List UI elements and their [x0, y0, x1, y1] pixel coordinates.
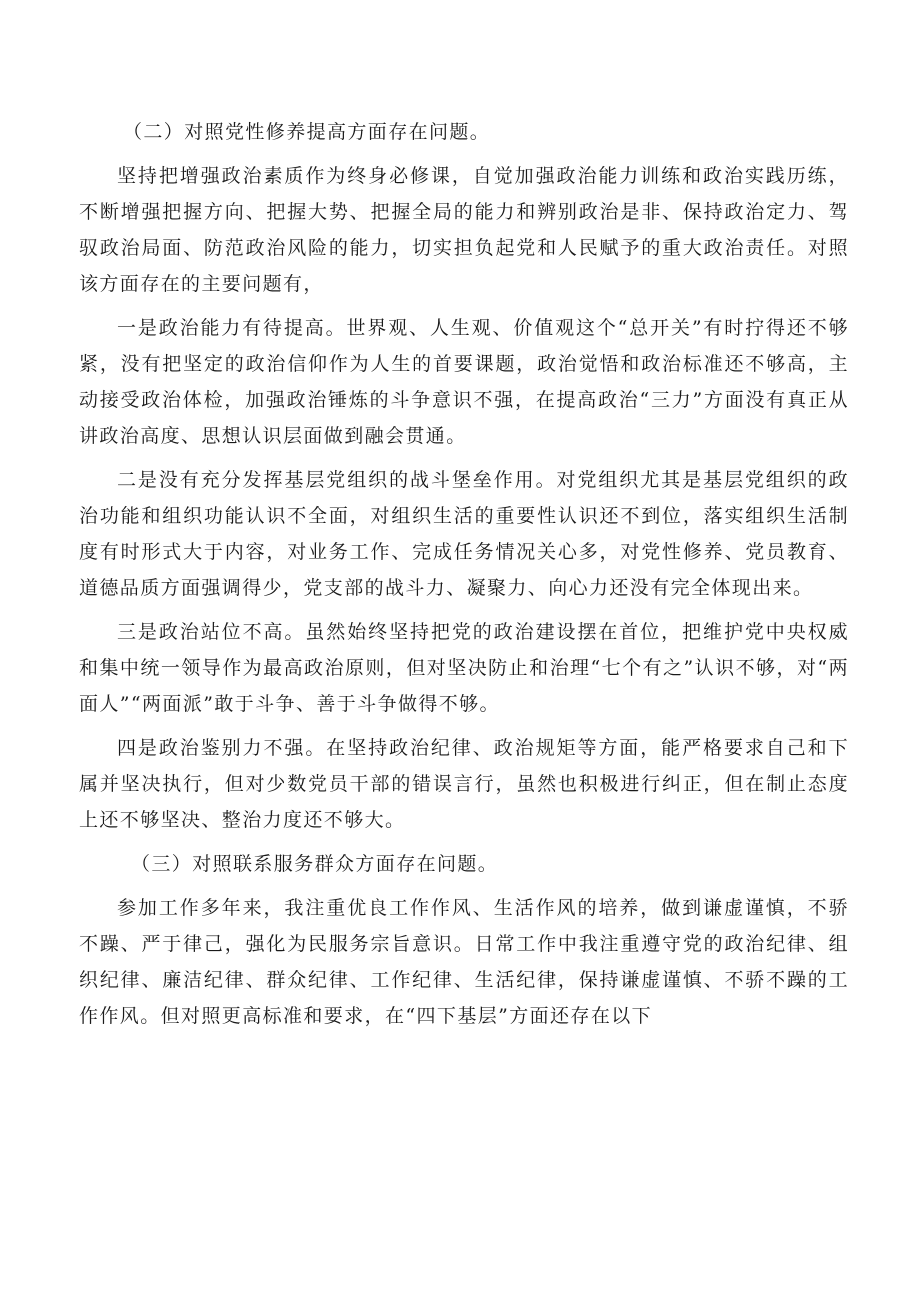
item-one-paragraph: 一是政治能力有待提高。世界观、人生观、价值观这个“总开关”有时拧得还不够紧，没有把坚定的政治信仰作为人生的首要课题，政治觉悟和政治标准还不够高，主动接受政治体检，加强政治锤炼的斗争意识不强，在提高政治“三力”方面没有真正从讲政治高度、思想认识层面做到融会贯通。 [79, 317, 849, 447]
section-three-intro: 参加工作多年来，我注重优良工作作风、生活作风的培养，做到谦虚谨慎，不骄不躁、严于律己，强化为民服务宗旨意识。日常工作中我注重遵守党的政治纪律、组织纪律、廉洁纪律、群众纪律、工作纪律、生活纪律，保持谦虚谨慎、不骄不躁的工作作风。但对照更高标准和要求，在“四下基层”方面还存在以下 [79, 897, 849, 1027]
item-three-paragraph: 三是政治站位不高。虽然始终坚持把党的政治建设摆在首位，把维护党中央权威和集中统一领导作为最高政治原则，但对坚决防止和治理“七个有之”认识不够，对“两面人”“两面派”敢于斗争、善于斗争做得不够。 [79, 621, 849, 715]
section-two-heading: （二）对照党性修养提高方面存在问题。 [123, 121, 491, 143]
item-two-paragraph: 二是没有充分发挥基层党组织的战斗堡垒作用。对党组织尤其是基层党组织的政治功能和组织功能认识不全面，对组织生活的重要性认识还不到位，落实组织生活制度有时形式大于内容，对业务工作、完成任务情况关心多，对党性修养、党员教育、道德品质方面强调得少，党支部的战斗力、凝聚力、向心力还没有完全体现出来。 [79, 469, 849, 599]
document-body [79, 114, 849, 1042]
item-four-paragraph: 四是政治鉴别力不强。在坚持政治纪律、政治规矩等方面，能严格要求自己和下属并坚决执行，但对少数党员干部的错误言行，虽然也积极进行纠正，但在制止态度上还不够坚决、整治力度还不够大。 [79, 737, 849, 831]
section-three-heading: （三）对照联系服务群众方面存在问题。 [131, 853, 499, 875]
section-two-intro: 坚持把增强政治素质作为终身必修课，自觉加强政治能力训练和政治实践历练，不断增强把握方向、把握大势、把握全局的能力和辨别政治是非、保持政治定力、驾驭政治局面、防范政治风险的能力，切实担负起党和人民赋予的重大政治责任。对照该方面存在的主要问题有， [79, 165, 849, 295]
